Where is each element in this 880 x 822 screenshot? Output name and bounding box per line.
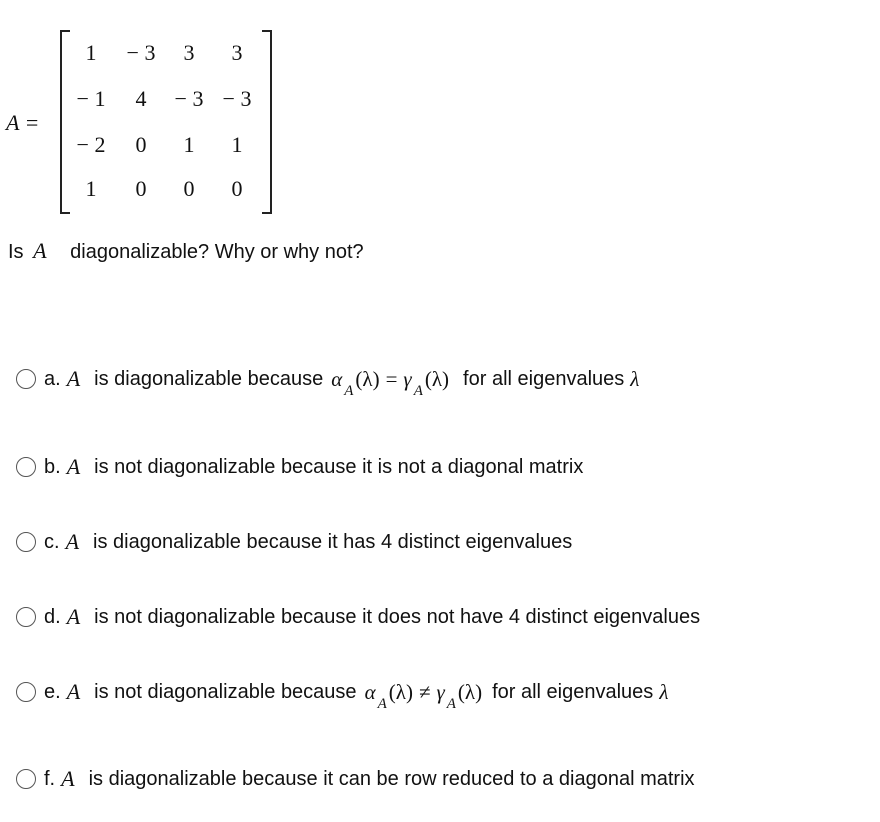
option-text: is diagonalizable because	[94, 367, 324, 390]
option-math-alpha: α	[331, 366, 343, 391]
option-e[interactable]	[16, 679, 669, 712]
option-math-gamma: γ	[403, 366, 412, 391]
matrix-cell: − 1	[76, 86, 106, 111]
matrix-label: A =	[6, 110, 40, 135]
matrix-cell: 0	[183, 176, 195, 201]
option-letter: a.	[44, 367, 61, 390]
option-var: A	[65, 529, 80, 554]
option-f-radio[interactable]	[16, 769, 36, 789]
option-math-op: ≠	[418, 679, 431, 704]
question-var: A	[33, 238, 47, 263]
option-d[interactable]	[16, 604, 700, 630]
option-tail-var: λ	[630, 366, 640, 391]
option-math-arg: (λ)	[424, 366, 450, 391]
option-text: is not diagonalizable because it does not have 4 distinct eigenvalues	[94, 605, 701, 628]
option-a[interactable]	[16, 366, 640, 399]
matrix-cell: 3	[183, 40, 195, 65]
option-text: is diagonalizable because it has 4 distinct eigenvalues	[93, 530, 573, 553]
matrix-cell: − 3	[126, 40, 156, 65]
option-math-sub: A	[377, 695, 387, 712]
question-text	[8, 238, 364, 264]
option-var: A	[66, 454, 81, 479]
option-c-radio[interactable]	[16, 532, 36, 552]
option-e-radio[interactable]	[16, 682, 36, 702]
matrix-cell: 0	[135, 176, 147, 201]
matrix-cell: − 3	[174, 86, 204, 111]
option-tail-var: λ	[659, 679, 669, 704]
option-d-radio[interactable]	[16, 607, 36, 627]
option-letter: c.	[44, 530, 60, 553]
option-var: A	[61, 766, 75, 791]
matrix-block	[0, 0, 300, 230]
option-text: is not diagonalizable because	[94, 680, 357, 703]
matrix-cell: − 2	[76, 132, 106, 157]
option-letter: f.	[44, 767, 56, 790]
option-math-op: =	[385, 366, 398, 391]
matrix-cell: 0	[135, 132, 147, 157]
option-math-sub: A	[446, 695, 456, 712]
option-tail: for all eigenvalues	[463, 367, 625, 390]
option-math-sub: A	[413, 382, 423, 399]
option-math-sub: A	[344, 382, 354, 399]
matrix-cell: 3	[231, 40, 243, 65]
option-var: A	[66, 604, 81, 629]
option-letter: b.	[44, 455, 61, 478]
option-letter: d.	[44, 605, 61, 628]
option-text: is diagonalizable because it can be row reduced to a diagonal matrix	[88, 767, 695, 790]
option-text: is not diagonalizable because it is not a diagonal matrix	[94, 455, 584, 478]
question-post: diagonalizable? Why or why not?	[70, 241, 364, 263]
option-math-arg: (λ)	[457, 679, 483, 704]
option-a-radio[interactable]	[16, 369, 36, 389]
matrix-cell: 4	[135, 86, 147, 111]
option-b[interactable]	[16, 454, 583, 480]
matrix-cell: 1	[85, 176, 97, 201]
option-var: A	[66, 366, 81, 391]
question-pre: Is	[8, 241, 24, 263]
matrix-cell: 1	[85, 40, 97, 65]
option-math-arg: (λ)	[355, 366, 380, 391]
matrix-cell: 0	[231, 176, 243, 201]
option-b-radio[interactable]	[16, 457, 36, 477]
matrix-right-bracket	[262, 30, 272, 214]
option-letter: e.	[44, 680, 61, 703]
matrix-cell: 1	[231, 132, 243, 157]
option-math-arg: (λ)	[388, 679, 413, 704]
option-var: A	[66, 679, 81, 704]
matrix-cell: − 3	[222, 86, 252, 111]
option-c[interactable]	[16, 529, 572, 555]
option-tail: for all eigenvalues	[492, 680, 654, 703]
option-math-alpha: α	[364, 679, 376, 704]
matrix-cell: 1	[183, 132, 195, 157]
option-f[interactable]	[16, 766, 695, 792]
option-math-gamma: γ	[436, 679, 445, 704]
